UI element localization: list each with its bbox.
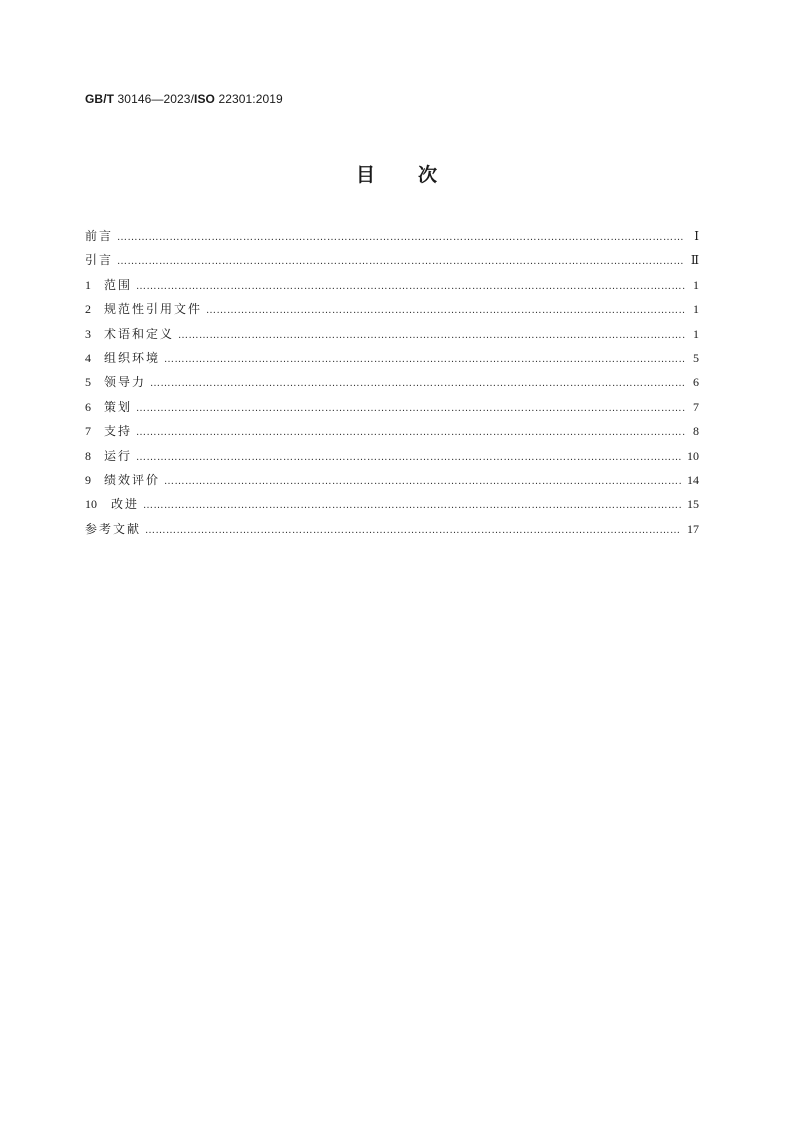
toc-entry-page: 6 — [693, 375, 699, 390]
toc-entry-page: 1 — [693, 326, 699, 341]
toc-entry-page: 10 — [687, 448, 699, 463]
toc-dot-leader — [145, 521, 681, 541]
toc-dot-leader — [150, 374, 685, 394]
toc-entry-label: 组织环境 — [104, 350, 161, 365]
toc-entry-label: 前言 — [85, 229, 114, 243]
toc-dot-leader — [136, 277, 685, 297]
toc-entry-introduction[interactable] — [85, 250, 699, 274]
toc-dot-leader — [117, 252, 685, 272]
toc-entry-page: 14 — [687, 472, 699, 487]
toc-dot-leader — [136, 399, 685, 419]
toc-entry-support[interactable] — [85, 421, 699, 445]
toc-entry-performance-evaluation[interactable] — [85, 470, 699, 494]
toc-entry-normative-references[interactable] — [85, 299, 699, 323]
toc-entry-number: 5 — [85, 375, 91, 390]
toc-dot-leader — [117, 228, 685, 248]
toc-entry-label: 策划 — [104, 399, 133, 414]
standard-code: GB/T — [85, 92, 115, 106]
toc-entry-leadership[interactable] — [85, 372, 699, 396]
page-title — [0, 160, 794, 187]
toc-entry-page: 8 — [693, 424, 699, 439]
toc-entry-operation[interactable] — [85, 446, 699, 470]
toc-entry-label: 改进 — [111, 497, 140, 512]
toc-dot-leader — [164, 350, 685, 370]
toc-entry-page: Ⅱ — [690, 253, 699, 268]
toc-entry-number: 8 — [85, 448, 91, 463]
iso-prefix: ISO — [194, 92, 215, 106]
toc-entry-label: 引言 — [85, 253, 114, 268]
title-char-1: 目 — [355, 164, 376, 186]
toc-entry-terms-definitions[interactable] — [85, 324, 699, 348]
toc-entry-label: 术语和定义 — [104, 326, 175, 341]
toc-dot-leader — [143, 496, 681, 516]
toc-entry-label: 领导力 — [104, 375, 147, 390]
toc-entry-page: Ⅰ — [694, 229, 699, 243]
toc-entry-label: 绩效评价 — [104, 472, 161, 487]
toc-dot-leader — [164, 472, 681, 492]
toc-entry-planning[interactable] — [85, 397, 699, 421]
toc-entry-page: 7 — [693, 399, 699, 414]
title-char-2: 次 — [418, 164, 439, 186]
toc-entry-number: 1 — [85, 277, 91, 292]
toc-entry-page: 1 — [693, 302, 699, 317]
toc-entry-page: 17 — [687, 521, 699, 536]
toc-entry-label: 范围 — [104, 277, 133, 292]
toc-entry-page: 1 — [693, 277, 699, 292]
table-of-contents — [85, 226, 699, 543]
toc-entry-label: 参考文献 — [85, 521, 142, 536]
toc-entry-number: 9 — [85, 472, 91, 487]
toc-entry-number: 4 — [85, 350, 91, 365]
iso-number: 22301:2019 — [218, 92, 283, 106]
toc-dot-leader — [136, 448, 681, 468]
toc-entry-improvement[interactable] — [85, 494, 699, 518]
toc-entry-bibliography[interactable] — [85, 519, 699, 543]
toc-entry-page: 5 — [693, 350, 699, 365]
toc-dot-leader — [178, 326, 685, 346]
toc-dot-leader — [206, 301, 685, 321]
standard-number: 30146—2023/ — [117, 92, 195, 106]
toc-entry-page: 15 — [687, 497, 699, 512]
toc-entry-number: 10 — [85, 497, 97, 512]
toc-dot-leader — [136, 423, 685, 443]
toc-entry-label: 运行 — [104, 448, 133, 463]
toc-entry-scope[interactable] — [85, 275, 699, 299]
document-header — [85, 92, 283, 106]
toc-entry-label: 规范性引用文件 — [104, 302, 203, 317]
toc-entry-number: 3 — [85, 326, 91, 341]
toc-entry-label: 支持 — [104, 424, 133, 439]
toc-entry-number: 2 — [85, 302, 91, 317]
toc-entry-number: 7 — [85, 424, 91, 439]
toc-entry-foreword[interactable] — [85, 226, 699, 250]
toc-entry-number: 6 — [85, 399, 91, 414]
toc-entry-context[interactable] — [85, 348, 699, 372]
